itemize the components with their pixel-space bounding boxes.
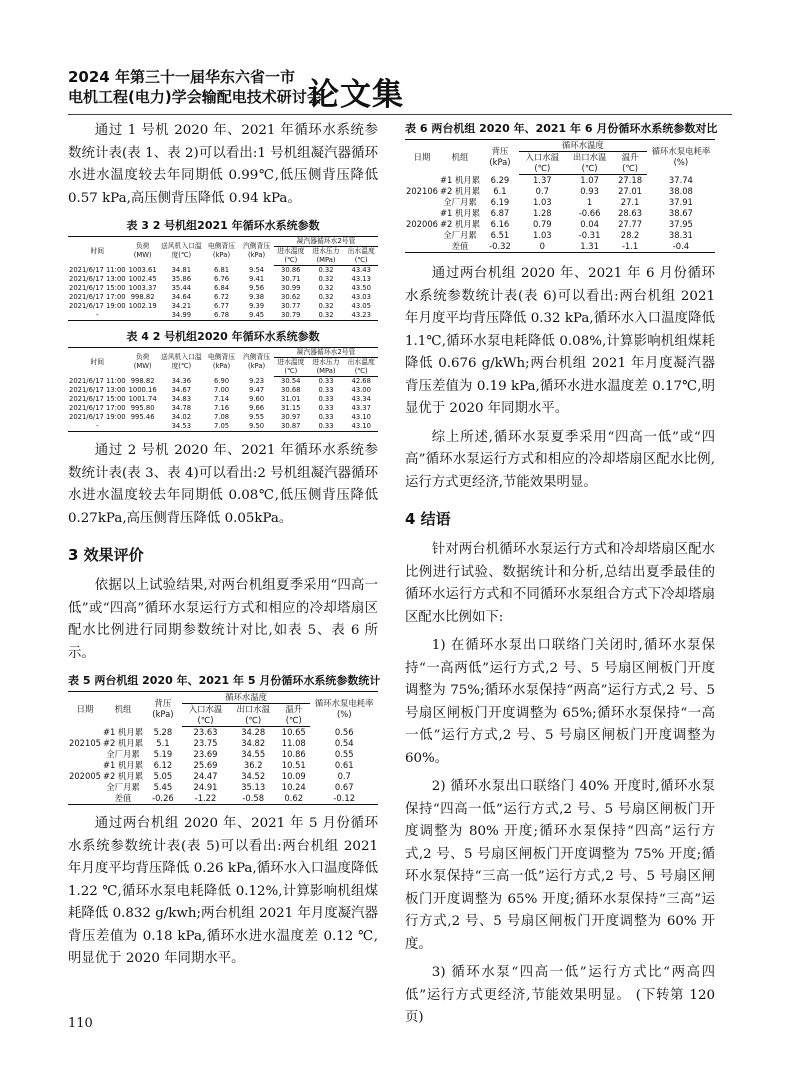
table-row [68, 782, 378, 793]
table-cell: 34.81 [171, 265, 192, 274]
table-cell: 10.09 [281, 771, 306, 781]
table-cell: 2021/6/17 17:00 [69, 293, 126, 301]
table-cell [405, 175, 439, 187]
table-header-group: 凝汽器循环水2号管 [274, 348, 378, 358]
table-row [68, 413, 378, 422]
table-cell: -0.4 [647, 241, 715, 253]
table-header: 出口水温(℃) [566, 152, 614, 175]
table-cell: 38.31 [668, 230, 693, 240]
table-cell: #2 机月累 [439, 186, 481, 196]
table-cell: 34.55 [241, 749, 266, 759]
paragraph-summary: 综上所述,循环水泵夏季采用“四高一低”或“四高”循环水泵运行方式和相应的冷却塔扇区配水比例,运行方式更经济,节能效果明显。 [405, 429, 715, 490]
table-header-group: 循环水温度 [182, 692, 311, 704]
table-cell: -0.66 [578, 208, 601, 218]
table-cell: 9.66 [248, 404, 265, 412]
table-cell: 6.19 [490, 197, 510, 207]
table-header: 出水温度(℃) [344, 247, 378, 266]
paragraph-unit2-summary: 通过 2 号机 2020 年、2021 年循环水系统参数统计表(表 3、表 4)可以看出:2 号机组凝汽器循环水进水温度较去年同期低 0.08℃,低压侧背压降低 0.27kPa,高压侧背压降低 0.05kPa。 [68, 443, 378, 526]
table-cell: 0.32 [318, 266, 334, 274]
table-cell: 6.51 [490, 230, 510, 240]
table-cell: 6.87 [490, 208, 510, 218]
table-cell: 全厂月累 [443, 230, 477, 240]
table-cell: 6.76 [213, 275, 230, 283]
table-cell: 2021/6/17 11:00 [69, 265, 126, 274]
table-cell: 9.39 [248, 302, 265, 310]
table-row [68, 302, 378, 311]
table-row [405, 219, 715, 230]
table-cell: 7.05 [204, 422, 239, 432]
table-row [405, 186, 715, 197]
table-cell: 9.56 [248, 284, 265, 292]
table-cell: 6.16 [490, 219, 510, 229]
table-cell: 34.67 [171, 386, 192, 394]
table-cell: 34.83 [171, 395, 192, 403]
table-cell: 27.1 [620, 197, 640, 207]
table-cell: 6.78 [204, 311, 239, 321]
table-cell: 30.97 [281, 413, 301, 421]
table-cell: 0.54 [334, 738, 354, 748]
table-row [405, 197, 715, 208]
table-cell: 30.86 [281, 266, 301, 274]
table-cell: 34.78 [171, 404, 192, 412]
paragraph-conclusion-2: 2) 循环水泵出口联络门 40% 开度时,循环水泵保持“四高一低”运行方式,2 号、5 号扇区闸板门开度调整为 80% 开度;循环水泵保持“四高”运行方式,2 号、5 号扇区闸板门开度调整为 75% 开度;循环水泵保持“三高一低”运行方式,2 号、5 号扇区闸板门开度调整为 65% 开度;循环水泵保持“三高”运行方式,2 号、5 号扇区闸板门开度调整为 60% 开度。 [405, 779, 715, 952]
table-header: 出口水温(℃) [229, 704, 277, 727]
table-cell: 34.28 [241, 727, 266, 737]
table-cell: 9.41 [248, 275, 265, 283]
page-number: 110 [68, 1016, 93, 1031]
table-cell: 6.12 [153, 760, 173, 770]
header-rule [68, 114, 732, 115]
table-cell [68, 782, 102, 793]
table-cell: 0.33 [318, 386, 334, 394]
table-header: 背压(kPa) [144, 692, 182, 727]
table-cell: 23.63 [193, 727, 218, 737]
table-header: 汽侧背压(kPa) [239, 237, 274, 266]
table-cell: 38.08 [668, 186, 693, 196]
table-cell: 43.10 [351, 413, 371, 421]
table-cell: 202006 [406, 219, 438, 229]
table-header: 温升(℃) [277, 704, 310, 727]
table-cell [68, 749, 102, 760]
table-row [68, 275, 378, 284]
table-cell: - [68, 311, 127, 321]
table-cell: -0.26 [144, 793, 182, 805]
header-proceedings-title: 论文集 [308, 77, 404, 113]
table3 [68, 236, 378, 321]
table-cell: #1 机月累 [102, 726, 144, 737]
table-cell: 0 [519, 241, 566, 253]
table-cell: 2021/6/17 13:00 [69, 275, 126, 283]
table-cell: 43.00 [351, 386, 371, 394]
table-cell: 37.74 [668, 174, 693, 185]
table-cell: 30.62 [281, 293, 301, 301]
table-cell: 27.01 [618, 186, 643, 196]
table-cell: -1.1 [613, 241, 646, 253]
paragraph-conclusion-1: 1) 在循环水泵出口联络门关闭时,循环水泵保持“一高两低”运行方式,2 号、5 号扇区闸板门开度调整为 75%;循环水泵保持“两高”运行方式,2 号、5 号扇区闸板门开度调整为 65%;循环水泵保持“一高一低”运行方式,2 号、5 号扇区闸板门开度调整为 60%。 [405, 638, 715, 766]
table-row [68, 749, 378, 760]
table-cell: 1 [586, 197, 593, 207]
table-row [68, 727, 378, 739]
right-column [405, 120, 718, 1030]
table-cell: #1 机月累 [102, 760, 144, 770]
table-cell: -0.32 [481, 241, 519, 253]
paragraph-june-comparison: 通过两台机组 2020 年、2021 年 6 月份循环水系统参数统计表(表 6)可以看出:两台机组 2021 年月度平均背压降低 0.32 kPa,循环水入口温度降低 1.1℃,循环水泵电耗降低 0.08%,计算影响机组煤耗降低 0.676 g/kWh;两台机组 2021 年月度凝汽器背压差值为 0.19 kPa,循环水进水温度差 0.17℃,明显优于 2020 年同期水平。 [405, 266, 715, 416]
table-cell: 6.72 [213, 293, 230, 301]
table-cell: 995.46 [130, 413, 155, 421]
table-cell: 202106 [406, 186, 438, 196]
table-header: 出水温度(℃) [344, 358, 378, 377]
table-cell: 1002.19 [128, 302, 157, 310]
table-cell: 0.93 [580, 186, 599, 196]
table-cell: 43.50 [351, 284, 371, 292]
table-cell: 5.19 [153, 749, 173, 759]
table-cell: 5.28 [153, 726, 173, 737]
table-cell: 0.33 [318, 413, 334, 421]
table-cell: 34.02 [171, 413, 192, 421]
table-cell: 0.33 [318, 404, 334, 412]
table-cell: 30.77 [281, 302, 301, 310]
table4-caption: 表 4 2 号机组2020 年循环水系统参数 [126, 330, 320, 343]
table-cell: 1.07 [580, 175, 599, 185]
table-cell: 36.2 [243, 760, 263, 770]
table-cell: 28.2 [620, 230, 640, 240]
paragraph-conclusion-intro: 针对两台机循环水泵运行方式和冷却塔扇区配水比例进行试验、数据统计和分析,总结出夏季最佳的循环水运行方式和不同循环水泵组合方式下冷却塔扇区配水比例如下: [405, 542, 715, 625]
table-cell: 11.08 [281, 738, 306, 748]
paragraph-may-comparison: 通过两台机组 2020 年、2021 年 5 月份循环水系统参数统计表(表 5)可以看出:两台机组 2021 年月度平均背压降低 0.26 kPa,循环水入口温度降低 1.22 ℃,循环水泵电耗降低 0.12%,计算影响机组煤耗降低 0.832 g/kwh;两台机组 2021 年月度凝汽器背压差值为 0.18 kPa,循环水进水温度差 0.12 ℃,明显优于 2020 年同期水平。 [68, 816, 378, 966]
table-cell [127, 422, 159, 432]
table-cell: 10.51 [281, 760, 306, 770]
table-header: 进水压力(MPa) [308, 247, 345, 266]
table-cell: 0.33 [318, 395, 334, 403]
table-cell: 1003.37 [128, 284, 157, 292]
table-row [68, 793, 378, 805]
table-header: 机组 [102, 692, 144, 727]
running-header [68, 66, 708, 113]
table-cell: 0.32 [318, 293, 334, 301]
table-cell [127, 311, 159, 321]
table-row [68, 311, 378, 321]
table-cell: 998.82 [130, 376, 155, 385]
table-cell: 43.13 [351, 275, 371, 283]
table-cell: 0.32 [318, 284, 334, 292]
table-cell: 0.55 [334, 749, 354, 759]
table-cell: 7.16 [213, 404, 230, 412]
table6 [405, 139, 715, 253]
table-cell: 0.56 [334, 726, 354, 737]
table-cell: #2 机月累 [102, 738, 144, 748]
table-row [68, 377, 378, 387]
table-header: 送风机入口温度(℃) [159, 348, 204, 377]
table-row [68, 386, 378, 395]
table-cell: 0.32 [318, 302, 334, 310]
table-cell: 30.87 [274, 422, 307, 432]
table-cell: 43.05 [351, 302, 371, 310]
table3-caption: 表 3 2 号机组2021 年循环水系统参数 [126, 219, 320, 232]
table-cell: 0.33 [308, 422, 345, 432]
table-cell: 7.08 [213, 413, 230, 421]
table-header: 负荷(MW) [127, 348, 159, 377]
table-cell: 31.15 [281, 404, 301, 412]
table-header: 时间 [68, 237, 127, 266]
table-header: 背压(kPa) [481, 140, 519, 175]
table-cell: 23.69 [193, 749, 218, 759]
table-cell: 0.62 [277, 793, 310, 805]
table-header-group: 凝汽器循环水2号管 [274, 237, 378, 247]
table-cell: 43.43 [351, 266, 371, 274]
table-cell: 0.7 [535, 186, 549, 196]
table-cell: 6.90 [213, 376, 230, 385]
table-cell: 全厂月累 [106, 749, 140, 759]
table-header: 入口水温(℃) [519, 152, 566, 175]
table-header: 负荷(MW) [127, 237, 159, 266]
table-cell: 0.7 [337, 771, 351, 781]
table-cell: 27.77 [618, 219, 643, 229]
table-cell: 7.00 [213, 386, 230, 394]
table-cell: 43.37 [351, 404, 371, 412]
table-cell: 35.44 [171, 284, 192, 292]
table-cell: 0.79 [532, 219, 552, 229]
table-cell: -0.31 [578, 230, 601, 240]
section-heading-3: 3 效果评价 [68, 546, 144, 564]
table-cell: 34.21 [171, 302, 192, 310]
table4 [68, 347, 378, 432]
table-cell: 全厂月累 [106, 782, 140, 792]
table-cell: #2 机月累 [102, 771, 144, 781]
table-cell: -0.58 [229, 793, 277, 805]
left-column [68, 120, 381, 971]
table-cell: 0.67 [334, 782, 354, 792]
table5-caption: 表 5 两台机组 2020 年、2021 年 5 月份循环水系统参数统计 [68, 674, 381, 687]
table-cell: 6.77 [213, 302, 230, 310]
table-cell: 0.33 [318, 377, 334, 385]
table-cell: 38.67 [668, 208, 693, 218]
table-cell: 5.05 [153, 771, 173, 781]
header-society-line: 电机工程(电力)学会输配电技术研讨会 [68, 88, 322, 106]
table-row [68, 404, 378, 413]
table-cell: 1001.74 [128, 395, 157, 403]
table-cell: 202005 [69, 771, 101, 781]
table-cell: 0.04 [580, 219, 599, 229]
table-cell: 1.03 [532, 197, 552, 207]
table-cell: 1.31 [566, 241, 614, 253]
table-cell: 9.50 [239, 422, 274, 432]
table-header: 入口水温(℃) [182, 704, 230, 727]
table-header: 电侧背压(kPa) [204, 237, 239, 266]
table-cell: 0.61 [334, 760, 354, 770]
table-header-group: 循环水温度 [519, 140, 647, 152]
table-cell: 0.32 [318, 275, 334, 283]
table-row [68, 284, 378, 293]
table-cell: 34.99 [159, 311, 204, 321]
table-cell: 28.63 [618, 208, 643, 218]
table-cell: 差值 [439, 241, 481, 253]
table-cell: 1.28 [532, 208, 552, 218]
table-cell: 2021/6/17 11:00 [69, 376, 126, 385]
table-header: 日期 [68, 692, 102, 727]
table-cell: 35.13 [241, 782, 266, 792]
table-cell: 998.82 [130, 293, 155, 301]
table-header: 电侧背压(kPa) [204, 348, 239, 377]
table-cell: 202105 [69, 738, 101, 748]
table-cell: 43.03 [351, 293, 371, 301]
table-row [68, 738, 378, 749]
table-cell: 9.47 [248, 386, 265, 394]
table-cell: 31.01 [281, 395, 301, 403]
table-cell: 全厂月累 [443, 197, 477, 207]
paragraph-effect-evaluation: 依据以上试验结果,对两台机组夏季采用“四高一低”或“四高”循环水泵运行方式和相应的冷却塔扇区配水比例进行同期参数统计对比,如表 5、表 6 所示。 [68, 578, 378, 661]
table-cell: 2021/6/17 15:00 [69, 395, 126, 403]
table-cell: 7.14 [213, 395, 230, 403]
table-cell: #1 机月累 [439, 174, 481, 185]
table-cell: 30.71 [281, 275, 301, 283]
table-header: 机组 [439, 140, 481, 175]
table-cell: 9.45 [239, 311, 274, 321]
table-row [405, 241, 715, 253]
table-cell: 9.55 [248, 413, 265, 421]
table-cell: 37.95 [668, 219, 693, 229]
table-cell: 24.47 [193, 771, 218, 781]
table-row [68, 422, 378, 432]
table-header: 循环水泵电耗率(%) [310, 692, 378, 727]
table-cell [405, 230, 439, 241]
table-row [68, 293, 378, 302]
table-cell: 34.53 [159, 422, 204, 432]
table-cell: 2021/6/17 19:00 [69, 413, 126, 421]
table-header: 日期 [405, 140, 439, 175]
table-cell: 9.60 [248, 395, 265, 403]
table-cell: 9.23 [248, 376, 265, 385]
paragraph-unit1-summary: 通过 1 号机 2020 年、2021 年循环水系统参数统计表(表 1、表 2)可以看出:1 号机组凝汽器循环水进水温度较去年同期低 0.99℃,低压侧背压降低 0.57 kPa,高压侧背压降低 0.94 kPa。 [68, 123, 378, 206]
table-cell: 2021/6/17 13:00 [69, 386, 126, 394]
table-cell [68, 760, 102, 771]
table-cell: 5.1 [156, 738, 170, 748]
table-cell: 34.52 [241, 771, 266, 781]
table-cell: 9.38 [248, 293, 265, 301]
table-cell: #2 机月累 [439, 219, 481, 229]
table-cell: 34.64 [171, 293, 192, 301]
table-cell: 30.68 [281, 386, 301, 394]
table-cell: 6.81 [213, 265, 230, 274]
table-cell: 995.80 [130, 404, 155, 412]
table-cell: 30.54 [281, 377, 301, 385]
table-cell: 10.65 [281, 727, 306, 737]
table-cell: 5.45 [153, 782, 173, 792]
table-cell: 1.37 [532, 175, 552, 185]
table-cell: 43.10 [344, 422, 378, 432]
section-heading-4: 4 结语 [405, 510, 451, 528]
table-row [405, 230, 715, 241]
table-cell: 23.75 [193, 738, 218, 748]
table-row [68, 395, 378, 404]
table-cell: 1.03 [532, 230, 552, 240]
table6-caption: 表 6 两台机组 2020 年、2021 年 6 月份循环水系统参数对比 [405, 122, 718, 135]
table-cell: #1 机月累 [439, 208, 481, 218]
table-row [405, 175, 715, 187]
table-cell: 37.91 [668, 197, 693, 207]
table-cell: 34.36 [171, 376, 192, 385]
table-cell: 25.69 [193, 760, 218, 770]
table-cell: 2021/6/17 17:00 [69, 404, 126, 412]
table-cell: 0.32 [308, 311, 345, 321]
table-cell: 1003.61 [128, 265, 157, 274]
table-cell [405, 241, 439, 253]
paragraph-conclusion-3: 3) 循环水泵“四高一低”运行方式比“两高四低”运行方式更经济,节能效果明显。 (下转第 120 页) [405, 965, 715, 1025]
table-cell: 30.99 [281, 284, 301, 292]
table-cell: 10.24 [281, 782, 306, 792]
table-cell: - [68, 422, 127, 432]
table-header: 温升(℃) [613, 152, 646, 175]
table-cell: -1.22 [182, 793, 230, 805]
table-header: 进水压力(MPa) [308, 358, 345, 377]
table-cell: 27.18 [618, 175, 643, 185]
table-header: 循环水泵电耗率(%) [647, 140, 715, 175]
table-header: 进水温度(℃) [274, 358, 307, 377]
table-cell: 1002.45 [128, 275, 157, 283]
table-cell: 43.23 [344, 311, 378, 321]
table-cell: 2021/6/17 15:00 [69, 284, 126, 292]
table-cell: 10.86 [281, 749, 306, 759]
table5 [68, 691, 378, 805]
table-header: 汽侧背压(kPa) [239, 348, 274, 377]
table-cell: 6.1 [493, 186, 507, 196]
table-row [68, 771, 378, 782]
table-cell: 35.86 [171, 275, 192, 283]
table-cell: -0.12 [310, 793, 378, 805]
table-header: 进水温度(℃) [274, 247, 307, 266]
table-cell: 差值 [102, 793, 144, 805]
table-cell: 2021/6/17 19:00 [69, 302, 126, 310]
table-cell [405, 208, 439, 219]
table-cell: 43.34 [351, 395, 371, 403]
table-cell: 6.84 [213, 284, 230, 292]
header-conference-line: 2024 年第三十一届华东六省一市 [68, 68, 295, 86]
table-cell: 9.54 [248, 265, 265, 274]
table-cell [68, 727, 102, 739]
table-cell: 1000.16 [128, 386, 157, 394]
table-cell [405, 197, 439, 208]
table-header: 送风机入口温度(℃) [159, 237, 204, 266]
table-cell: 24.91 [193, 782, 218, 792]
table-cell: 6.29 [490, 174, 510, 185]
table-cell: 30.79 [274, 311, 307, 321]
table-row [405, 208, 715, 219]
table-cell [68, 793, 102, 805]
table-cell: 42.68 [351, 377, 371, 385]
table-row [68, 760, 378, 771]
table-row [68, 266, 378, 276]
table-header: 时间 [68, 348, 127, 377]
table-cell: 34.82 [241, 738, 266, 748]
